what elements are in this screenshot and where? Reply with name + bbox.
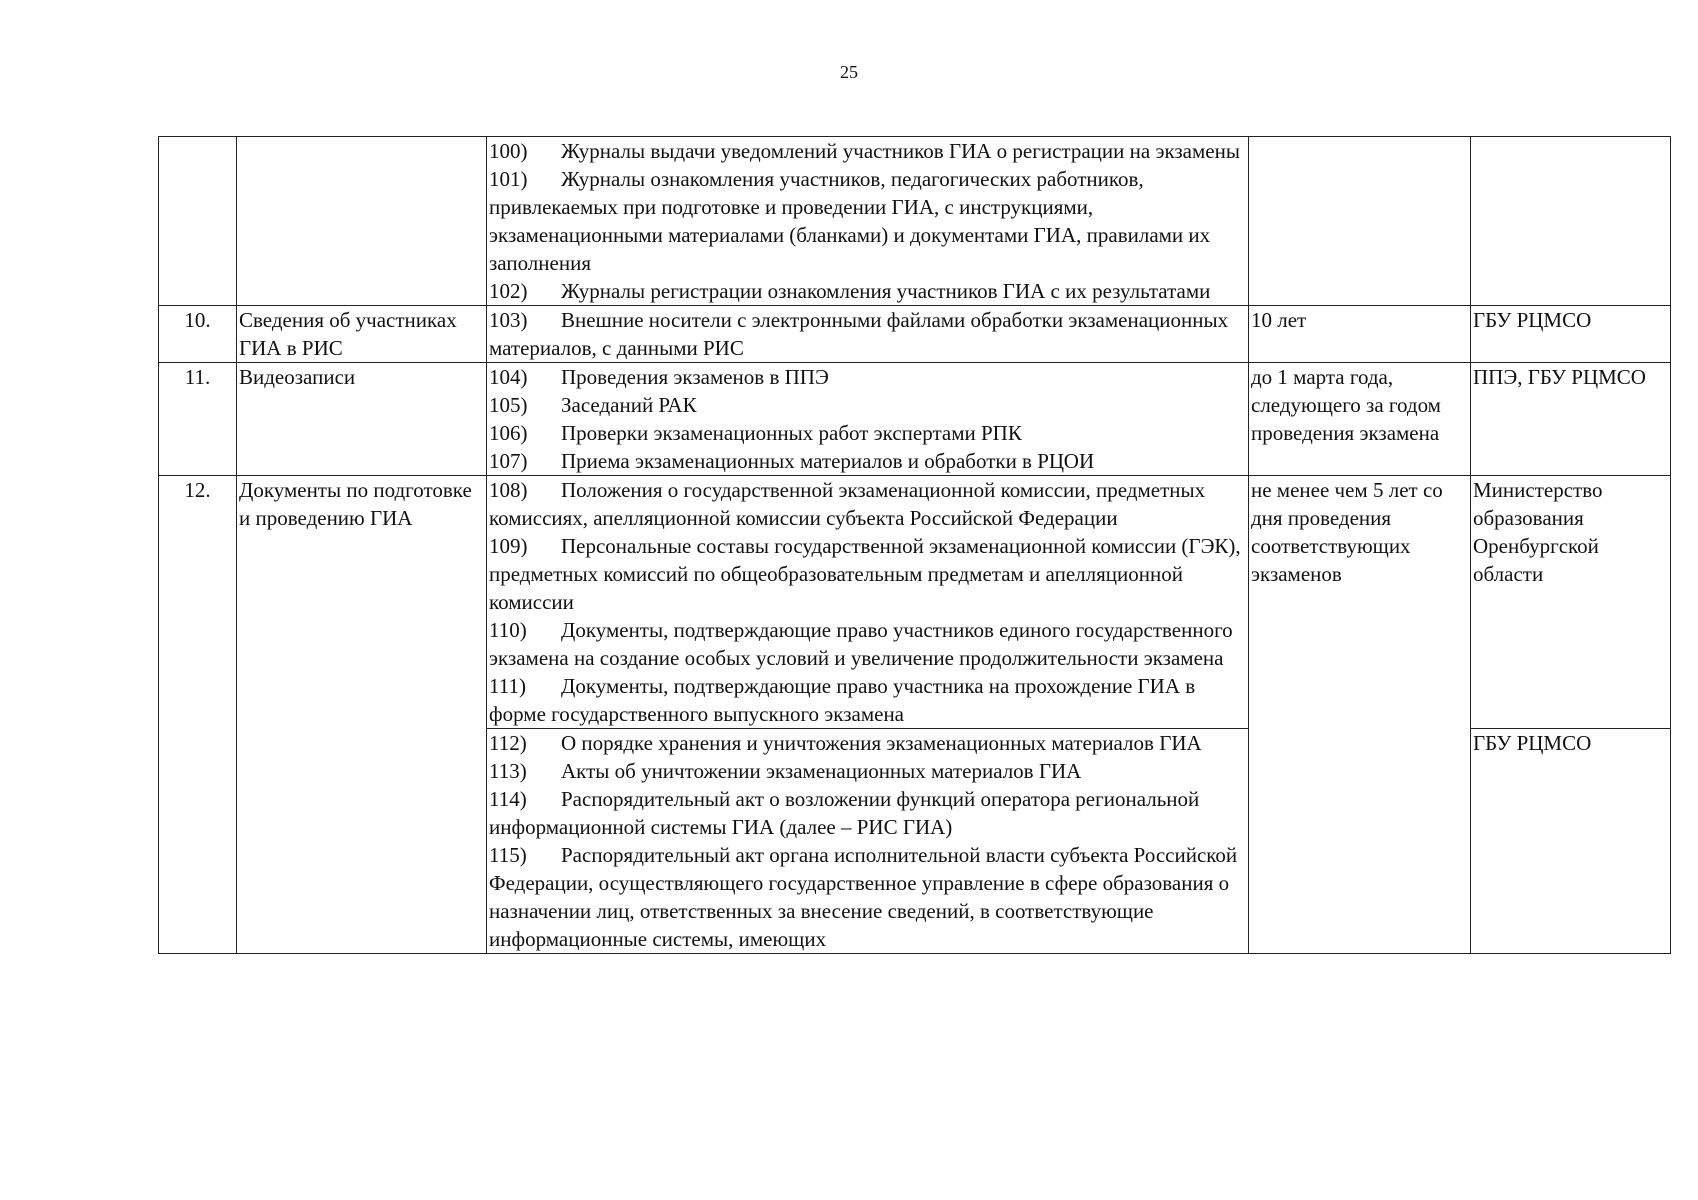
items-cell [487, 476, 1249, 729]
list-item [489, 672, 1246, 728]
page-number: 25 [840, 62, 858, 82]
list-item [489, 447, 1246, 475]
item-number: 107) [489, 449, 528, 473]
items-cell [487, 306, 1249, 363]
storage-term-cell [1249, 137, 1471, 306]
item-number: 102) [489, 279, 528, 303]
item-number: 109) [489, 534, 528, 558]
category-cell [237, 137, 487, 306]
row-number: 11. [159, 363, 237, 476]
item-number: 113) [489, 759, 527, 783]
list-item [489, 616, 1246, 672]
responsible-cell [1471, 137, 1671, 306]
items-cell [487, 137, 1249, 306]
item-number: 100) [489, 139, 528, 163]
item-text: Положения о государственной экзаменационной комиссии, предметных комиссиях, апелляционной комиссии субъекта Российской Федерации [489, 478, 1206, 530]
item-number: 111) [489, 674, 526, 698]
item-number: 106) [489, 421, 528, 445]
item-text: Документы, подтверждающие право участников единого государственного экзамена на создание особых условий и увеличение продолжительности экзамена [489, 618, 1233, 670]
item-number: 105) [489, 393, 528, 417]
table-row [159, 476, 1671, 729]
row-number [159, 137, 237, 306]
list-item [489, 165, 1246, 277]
item-text: Распорядительный акт органа исполнительной власти субъекта Российской Федерации, осуществляющего государственное управление в сфере образования о назначении лиц, ответственных за внесение сведений, в соответствующие информационные системы, имеющих [489, 843, 1238, 951]
list-item [489, 476, 1246, 532]
category-cell: Документы по подготовке и проведению ГИА [237, 476, 487, 954]
item-text: Персональные составы государственной экзаменационной комиссии (ГЭК), предметных комиссий по общеобразовательным предметам и апелляционной комиссии [489, 534, 1241, 614]
list-item [489, 757, 1246, 785]
storage-term-cell: 10 лет [1249, 306, 1471, 363]
item-text: Заседаний РАК [561, 393, 697, 417]
list-item [489, 137, 1246, 165]
row-number: 10. [159, 306, 237, 363]
item-number: 114) [489, 787, 527, 811]
item-number: 101) [489, 167, 528, 191]
item-number: 112) [489, 731, 527, 755]
item-number: 103) [489, 308, 528, 332]
row-number: 12. [159, 476, 237, 954]
item-text: Проверки экзаменационных работ экспертами РПК [561, 421, 1022, 445]
category-cell: Видеозаписи [237, 363, 487, 476]
list-item [489, 419, 1246, 447]
responsible-cell: ГБУ РЦМСО [1471, 729, 1671, 954]
item-text: Журналы регистрации ознакомления участников ГИА с их результатами [561, 279, 1211, 303]
item-text: Распорядительный акт о возложении функций оператора региональной информационной системы ГИА (далее – РИС ГИА) [489, 787, 1200, 839]
item-number: 115) [489, 843, 527, 867]
list-item [489, 532, 1246, 616]
items-cell [487, 363, 1249, 476]
item-text: Документы, подтверждающие право участника на прохождение ГИА в форме государственного выпускного экзамена [489, 674, 1196, 726]
records-table [158, 136, 1671, 954]
table-row [159, 363, 1671, 476]
storage-term-cell: до 1 марта года, следующего за годом проведения экзамена [1249, 363, 1471, 476]
item-text: Приема экзаменационных материалов и обработки в РЦОИ [561, 449, 1095, 473]
item-text: Внешние носители с электронными файлами обработки экзаменационных материалов, с данными РИС [489, 308, 1229, 360]
item-number: 110) [489, 618, 527, 642]
category-cell: Сведения об участниках ГИА в РИС [237, 306, 487, 363]
list-item [489, 306, 1246, 362]
table-row [159, 137, 1671, 306]
responsible-cell: Министерство образования Оренбургской области [1471, 476, 1671, 729]
list-item [489, 391, 1246, 419]
item-number: 108) [489, 478, 528, 502]
list-item [489, 841, 1246, 953]
item-text: О порядке хранения и уничтожения экзаменационных материалов ГИА [561, 731, 1202, 755]
item-text: Акты об уничтожении экзаменационных материалов ГИА [561, 759, 1082, 783]
item-number: 104) [489, 365, 528, 389]
responsible-cell: ГБУ РЦМСО [1471, 306, 1671, 363]
responsible-cell: ППЭ, ГБУ РЦМСО [1471, 363, 1671, 476]
item-text: Проведения экзаменов в ППЭ [561, 365, 829, 389]
item-text: Журналы ознакомления участников, педагогических работников, привлекаемых при подготовке и проведении ГИА, с инструкциями, экзаменационными материалами (бланками) и документами ГИА, правилами их заполнения [489, 167, 1211, 275]
table-row [159, 306, 1671, 363]
list-item [489, 729, 1246, 757]
storage-term-cell: не менее чем 5 лет со дня проведения соответствующих экзаменов [1249, 476, 1471, 954]
items-cell [487, 729, 1249, 954]
item-text: Журналы выдачи уведомлений участников ГИА о регистрации на экзамены [561, 139, 1240, 163]
list-item [489, 277, 1246, 305]
list-item [489, 785, 1246, 841]
list-item [489, 363, 1246, 391]
